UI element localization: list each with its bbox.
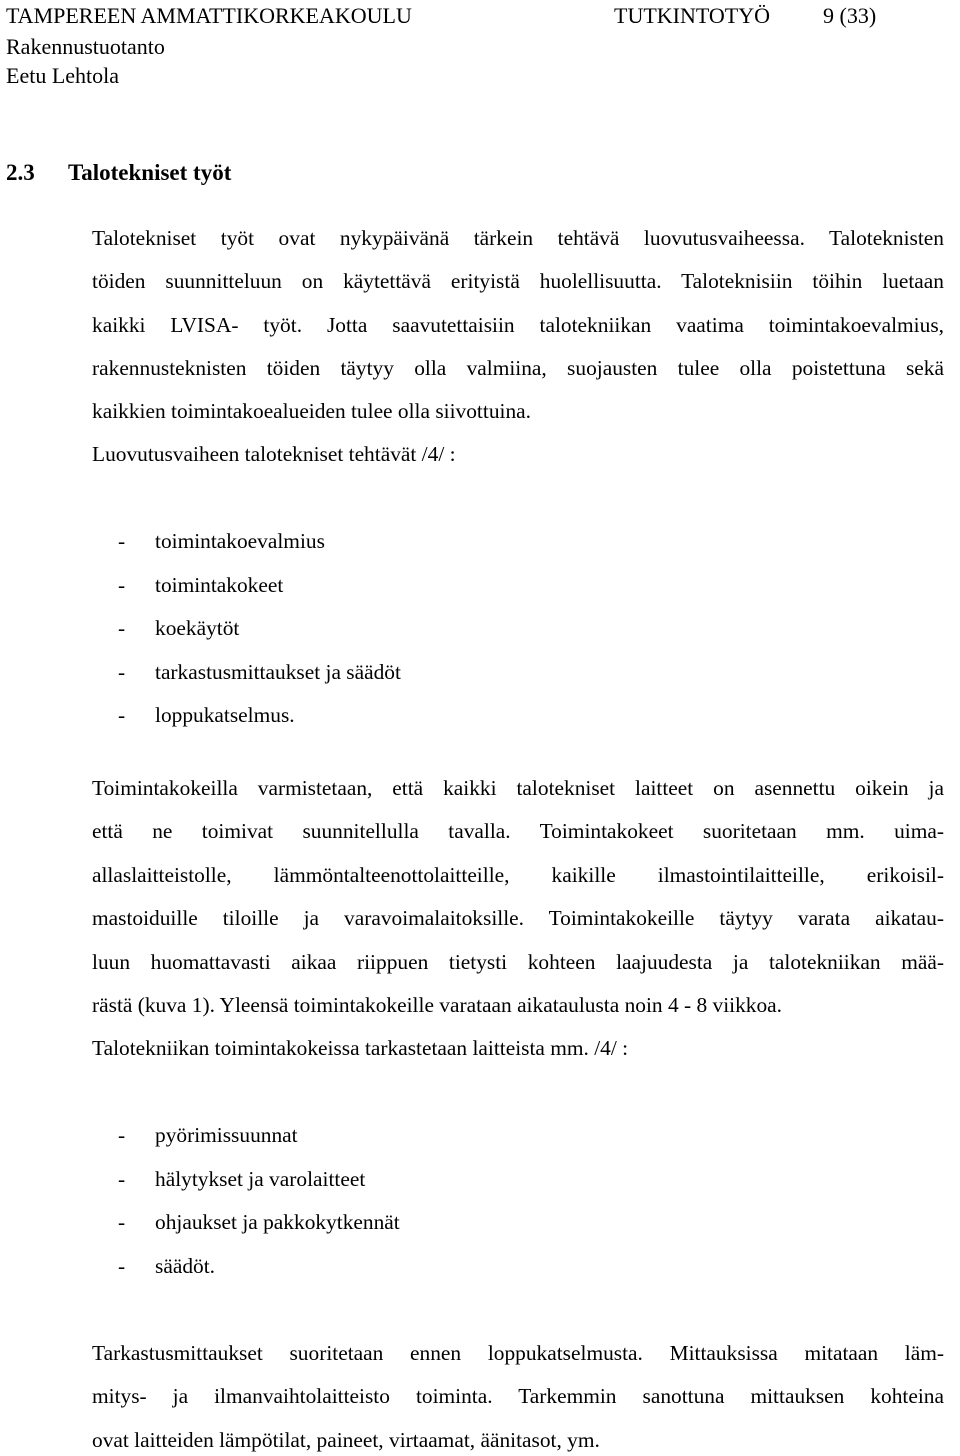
list-item <box>118 527 325 555</box>
paragraph-line: kaikkien toimintakoealueiden tulee olla siivottuina. <box>92 399 531 423</box>
list-item-text: loppukatselmus. <box>155 703 295 727</box>
list-item <box>118 571 283 599</box>
paragraph-line: rästä (kuva 1). Yleensä toimintakokeille varataan aikataulusta noin 4 - 8 viikkoa. <box>92 993 783 1017</box>
list-item-text: ohjaukset ja pakkokytkennät <box>155 1210 400 1234</box>
list-item <box>118 1252 215 1280</box>
list-dash: - <box>118 616 126 640</box>
paragraph-line: kaikki LVISA- työt. Jotta saavutettaisiin talotekniikan vaatima toimintakoevalmius, <box>92 313 944 337</box>
paragraph-line: allaslaitteistolle, lämmöntalteenottolaitteille, kaikille ilmastointilaitteille, erikoisil- <box>92 863 944 887</box>
list-dash: - <box>118 703 126 727</box>
list-item <box>118 614 239 642</box>
paragraph-line: Talotekniset työt ovat nykypäivänä tärkein tehtävä luovutusvaiheessa. Taloteknisten <box>92 226 944 250</box>
list-item-text: koekäytöt <box>155 616 240 640</box>
list-item-text: hälytykset ja varolaitteet <box>155 1167 366 1191</box>
list-dash: - <box>118 1123 126 1147</box>
list-dash: - <box>118 573 126 597</box>
list-item-text: toimintakoevalmius <box>155 529 325 553</box>
paragraph-line: Talotekniikan toimintakokeissa tarkastetaan laitteista mm. /4/ : <box>92 1036 629 1060</box>
list-dash: - <box>118 529 126 553</box>
header-page-number: 9 (33) <box>823 3 877 28</box>
list-item-text: säädöt. <box>155 1254 215 1278</box>
paragraph-line: Luovutusvaiheen talotekniset tehtävät /4/ : <box>92 442 456 466</box>
section-heading <box>6 158 231 188</box>
section-number: 2.3 <box>6 160 35 185</box>
list-dash: - <box>118 1167 126 1191</box>
paragraph-line: mastoiduille tiloille ja varavoimalaitoksille. Toimintakokeille täytyy varata aikatau- <box>92 906 944 930</box>
paragraph-line: Tarkastusmittaukset suoritetaan ennen loppukatselmusta. Mittauksissa mitataan läm- <box>92 1341 944 1365</box>
list-item-text: toimintakokeet <box>155 573 284 597</box>
header-author: Eetu Lehtola <box>6 63 120 88</box>
paragraph-line: Toimintakokeilla varmistetaan, että kaikki talotekniset laitteet on asennettu oikein ja <box>92 776 944 800</box>
paragraph-line: mitys- ja ilmanvaihtolaitteisto toiminta. Tarkemmin sanottuna mittauksen kohteina <box>92 1384 944 1408</box>
section-title: Talotekniset työt <box>68 160 232 185</box>
list-item <box>118 1121 298 1149</box>
header-degree-program: Rakennustuotanto <box>6 34 165 59</box>
list-item <box>118 1208 400 1236</box>
list-item <box>118 1165 365 1193</box>
list-item <box>118 701 295 729</box>
paragraph-line: rakennusteknisten töiden täytyy olla valmiina, suojausten tulee olla poistettuna sekä <box>92 356 944 380</box>
paragraph-line: töiden suunnitteluun on käytettävä erityistä huolellisuutta. Taloteknisiin töihin luetaan <box>92 269 944 293</box>
list-dash: - <box>118 1254 126 1278</box>
header-doc-type: TUTKINTOTYÖ <box>614 3 771 28</box>
list-item <box>118 658 401 686</box>
list-item-text: pyörimissuunnat <box>155 1123 298 1147</box>
list-item-text: tarkastusmittaukset ja säädöt <box>155 660 401 684</box>
paragraph-line: että ne toimivat suunnitellulla tavalla. Toimintakokeet suoritetaan mm. uima- <box>92 819 944 843</box>
paragraph-line: ovat laitteiden lämpötilat, paineet, virtaamat, äänitasot, ym. <box>92 1428 600 1452</box>
paragraph-line: luun huomattavasti aikaa riippuen tietysti kohteen laajuudesta ja talotekniikan mää- <box>92 950 944 974</box>
header-school: TAMPEREEN AMMATTIKORKEAKOULU <box>6 3 412 28</box>
list-dash: - <box>118 1210 126 1234</box>
list-dash: - <box>118 660 126 684</box>
